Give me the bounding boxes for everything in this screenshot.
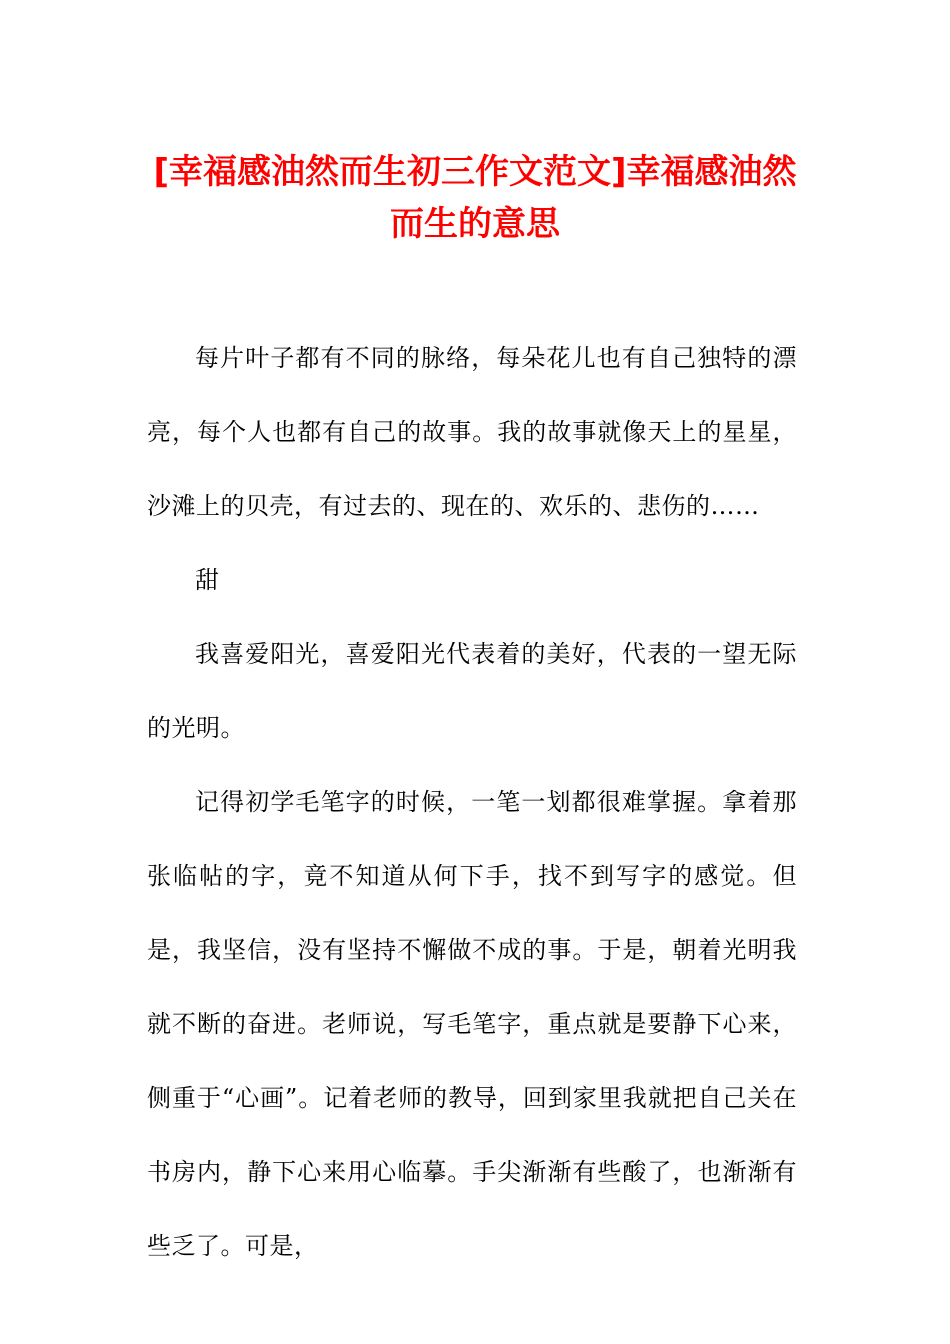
paragraph: 记得初学毛笔字的时候，一笔一划都很难掌握。拿着那张临帖的字，竟不知道从何下手，找不到写字的感觉。但是，我坚信，没有坚持不懈做不成的事。于是，朝着光明我就不断的奋进。老师说，写毛笔字，重点就是要静下心来，侧重于“心画”。记着老师的教导，回到家里我就把自己关在书房内，静下心来用心临摹。手尖渐渐有些酸了，也渐渐有些乏了。可是， xyxy=(147,788,797,1260)
paragraph: 每片叶子都有不同的脉络，每朵花儿也有自己独特的漂亮，每个人也都有自己的故事。我的故事就像天上的星星，沙滩上的贝壳，有过去的、现在的、欢乐的、悲伤的…… xyxy=(147,344,797,520)
title-line-1: [幸福感油然而生初三作文范文]幸福感油然 xyxy=(153,152,797,192)
paragraph: 我喜爱阳光，喜爱阳光代表着的美好，代表的一望无际的光明。 xyxy=(147,640,797,742)
paragraph: 甜 xyxy=(195,566,220,594)
document-title xyxy=(140,146,810,250)
title-line-2: 而生的意思 xyxy=(390,204,560,244)
document-body xyxy=(147,321,797,1283)
